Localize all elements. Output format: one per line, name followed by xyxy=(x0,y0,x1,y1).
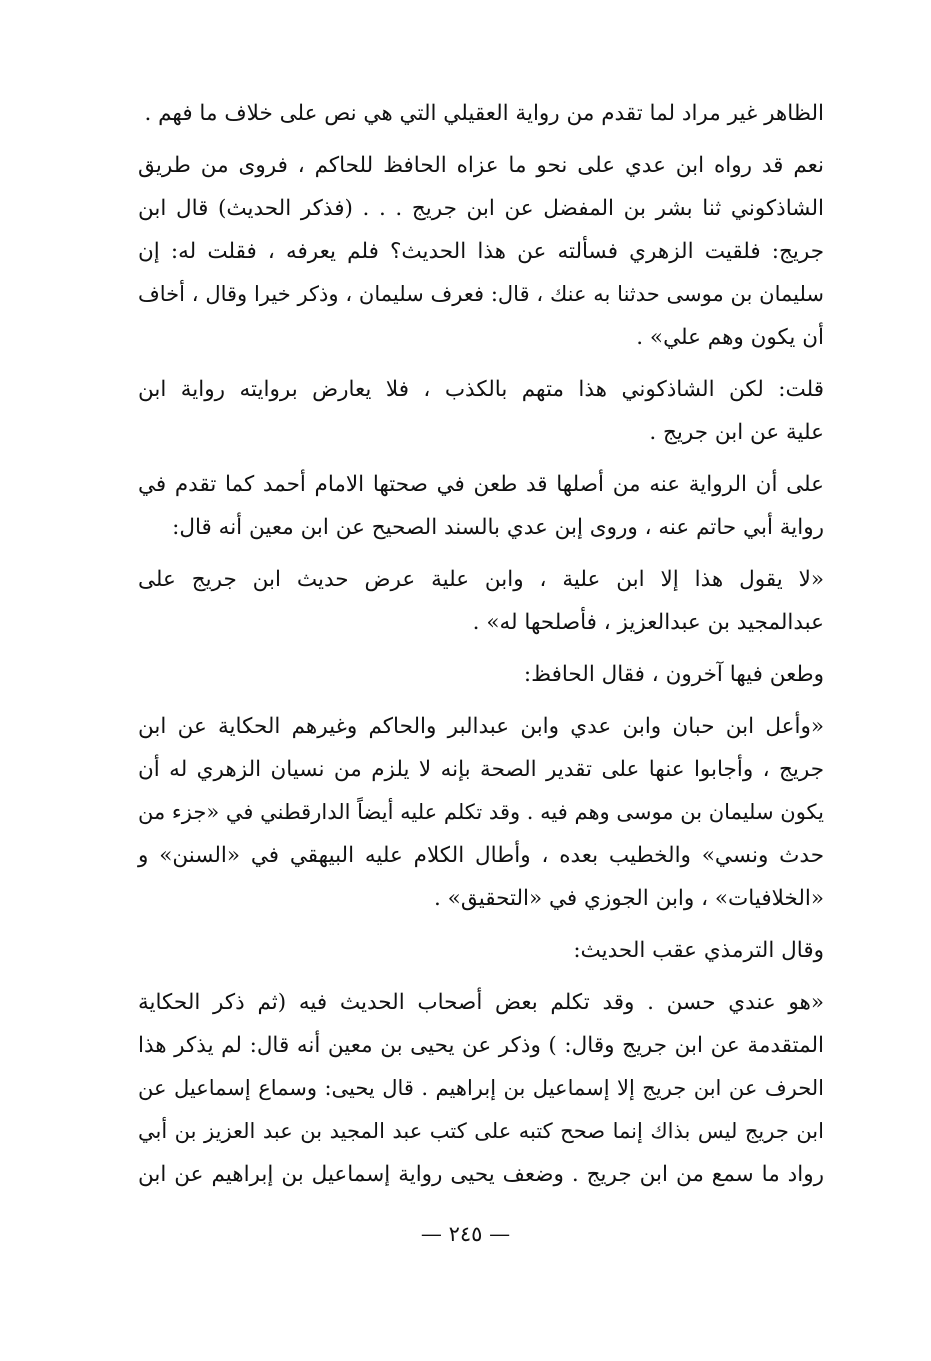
text-line: قلت: لكن الشاذكوني هذا متهم بالكذب ، فلا يعارض بروايته رواية ابن xyxy=(138,377,824,402)
text-line: ابن جريج ليس بذاك إنما صحح كتبه على كتب عبد المجيد بن عبد العزيز بن أبي xyxy=(138,1119,824,1143)
text-line: الحرف عن ابن جريج إلا إسماعيل بن إبراهيم . قال يحيى: وسماع إسماعيل عن xyxy=(138,1076,824,1100)
text-line: وقال الترمذي عقب الحديث: xyxy=(573,938,824,963)
text-line: المتقدمة عن ابن جريج وقال: ) وذكر عن يحيى بن معين أنه قال: لم يذكر هذا xyxy=(138,1033,824,1058)
text-line: جريج ، وأجابوا عنها على تقدير الصحة بإنه لا يلزم من نسيان الزهري له أن xyxy=(138,757,824,782)
paragraph-4 xyxy=(138,463,824,549)
text-line: على أن الرواية عنه من أصلها قد طعن في صحتها الامام أحمد كما تقدم في xyxy=(138,472,824,497)
text-line: سليمان بن موسى حدثنا به عنك ، قال: فعرف سليمان ، وذكر خيرا وقال ، أخاف xyxy=(138,282,824,306)
paragraph-1 xyxy=(138,92,824,135)
paragraph-8 xyxy=(138,929,824,972)
text-line: «الخلافيات» ، وابن الجوزي في «التحقيق» . xyxy=(434,886,824,911)
text-line: «هو عندي حسن . وقد تكلم بعض أصحاب الحديث فيه (ثم ذكر الحكاية xyxy=(138,990,824,1015)
paragraph-6 xyxy=(138,653,824,696)
page-body xyxy=(138,92,824,1196)
text-line: عبدالمجيد بن عبدالعزيز ، فأصلحها له» . xyxy=(472,610,824,635)
quote-al-hafiz xyxy=(138,705,824,920)
quote-tirmidhi xyxy=(138,981,824,1196)
text-line: يكون سليمان بن موسى وهم فيه . وقد تكلم عليه أيضاً الدارقطني في «جزء من xyxy=(138,800,824,824)
quote-ibn-maeen xyxy=(138,558,824,644)
text-line: أن يكون وهم علي» . xyxy=(636,325,824,350)
text-line: حدث ونسي» والخطيب بعده ، وأطال الكلام عليه البيهقي في «السنن» و xyxy=(138,843,824,868)
paragraph-2 xyxy=(138,144,824,359)
text-line: نعم قد رواه ابن عدي على نحو ما عزاه الحافظ للحاكم ، فروى من طريق xyxy=(138,153,824,178)
text-line: «وأعل ابن حبان وابن عدي وابن عبدالبر والحاكم وغيرهم الحكاية عن ابن xyxy=(138,714,824,739)
page-number: — ٢٤٥ — xyxy=(420,1222,511,1246)
text-line: جريج: فلقيت الزهري فسألته عن هذا الحديث؟ فلم يعرفه ، فقلت له: إن xyxy=(138,239,824,264)
paragraph-3 xyxy=(138,368,824,454)
text-line: رواية أبي حاتم عنه ، وروى إبن عدي بالسند الصحيح عن ابن معين أنه قال: xyxy=(172,515,824,540)
text-line: «لا يقول هذا إلا ابن علية ، وابن علية عرض حديث ابن جريج على xyxy=(138,567,824,592)
text-line: رواد ما سمع من ابن جريج . وضعف يحيى رواية إسماعيل بن إبراهيم عن ابن xyxy=(138,1162,824,1187)
text-line: علية عن ابن جريج . xyxy=(649,420,824,445)
text-line: وطعن فيها آخرون ، فقال الحافظ: xyxy=(523,662,824,687)
text-line: الظاهر غير مراد لما تقدم من رواية العقيلي التي هي نص على خلاف ما فهم . xyxy=(144,101,824,126)
text-line: الشاذكوني ثنا بشر بن المفضل عن ابن جريج . . . (فذكر الحديث) قال ابن xyxy=(138,196,824,221)
